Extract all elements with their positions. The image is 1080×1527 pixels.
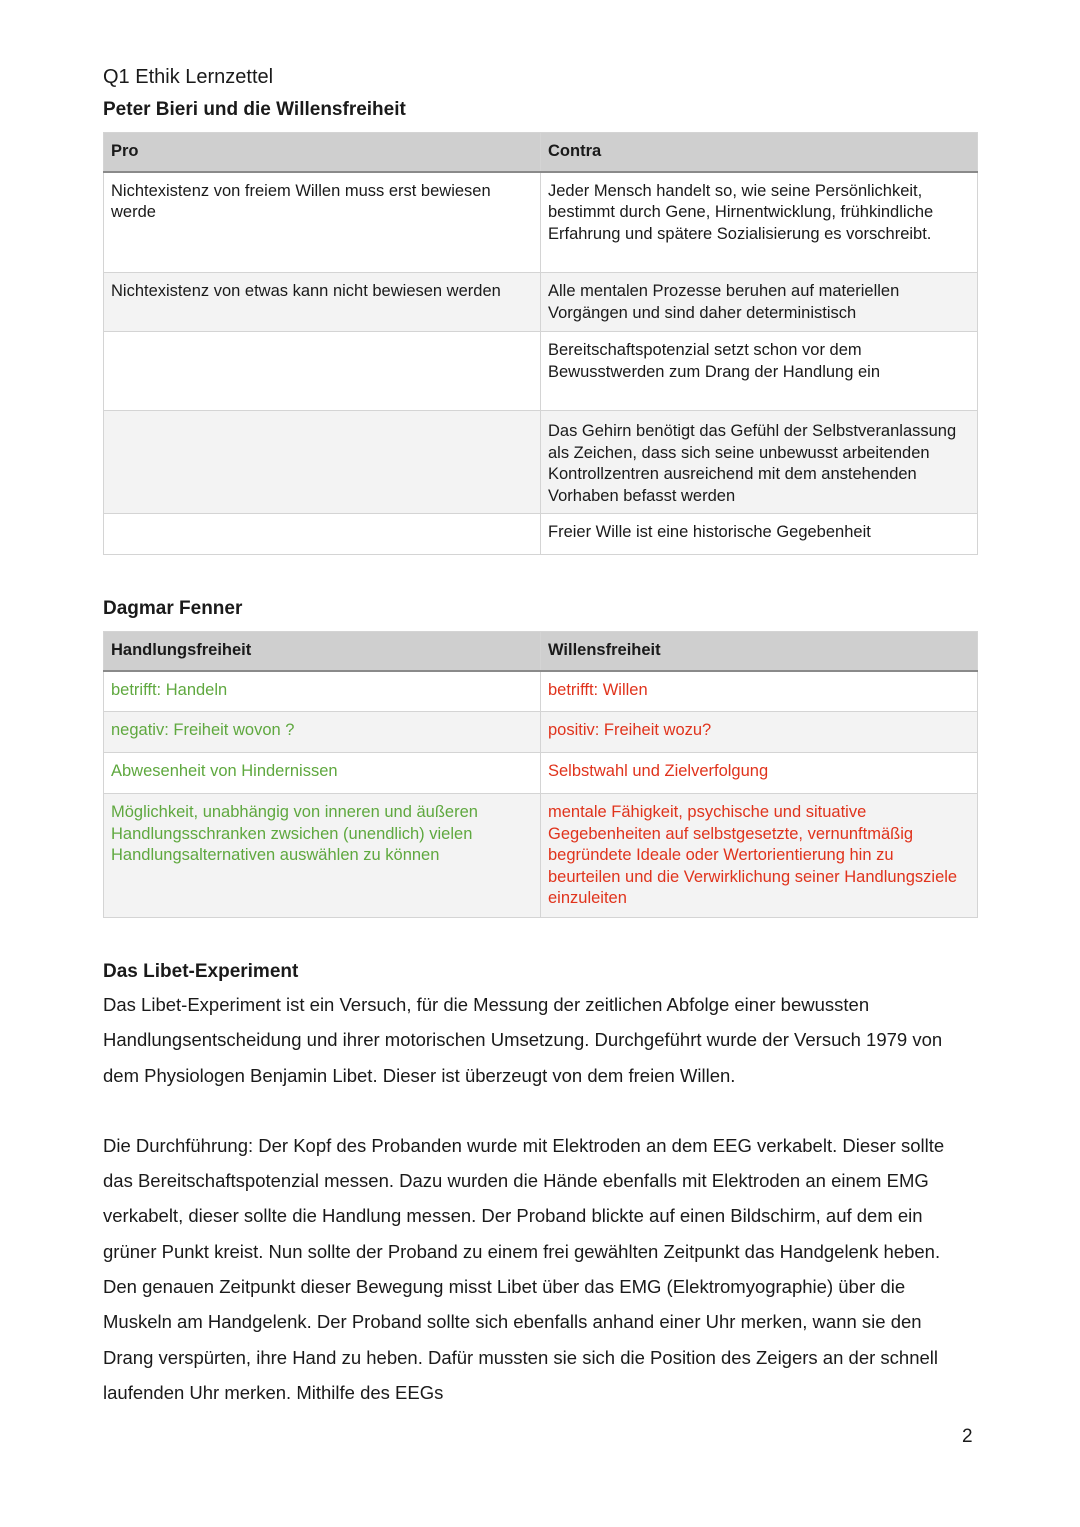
contra-cell: Jeder Mensch handelt so, wie seine Persönlichkeit, bestimmt durch Gene, Hirnentwicklung, frühkindliche Erfahrung und spätere Sozialisierung es vorschreibt. bbox=[541, 172, 978, 273]
libet-procedure-paragraph: Die Durchführung: Der Kopf des Probanden wurde mit Elektroden an dem EEG verkabelt. Dieser sollte das Bereitschaftspotenzial messen. Dazu wurden die Hände ebenfalls mit Elektroden an einem EMG verkabelt, dieser sollte die Handlung messen. Der Proband blickte auf einen Bildschirm, auf dem ein grüner Punkt kreist. Nun sollte der Proband zu einem frei gewählten Zeitpunkt das Handgelenk heben. Den genauen Zeitpunkt dieser Bewegung misst Libet über das EMG (Elektromyographie) über die Muskeln am Handgelenk. Der Proband sollte sich ebenfalls anhand einer Uhr merken, wann sie den Drang verspürten, ihre Hand zu heben. Dafür mussten sie sich die Position des Zeigers an der schnell laufenden Uhr merken. Mithilfe des EEGs bbox=[103, 1134, 945, 1403]
handlungsfreiheit-cell: Möglichkeit, unabhängig von inneren und äußeren Handlungsschranken zwsichen (unendlich) vielen Handlungsalternativen auswählen zu können bbox=[104, 794, 541, 918]
willensfreiheit-cell: mentale Fähigkeit, psychische und situative Gegebenheiten auf selbstgesetzte, vernunftmäßig begründete Ideale oder Wertorientierung hin zu beurteilen und die Verwirklichung seiner Handlungsziele einzuleiten bbox=[541, 794, 978, 918]
contra-header: Contra bbox=[541, 133, 978, 172]
pro-cell bbox=[104, 332, 541, 411]
table-row bbox=[104, 794, 978, 918]
pro-cell: Nichtexistenz von freiem Willen muss erst bewiesen werde bbox=[104, 172, 541, 273]
bieri-heading: Peter Bieri und die Willensfreiheit bbox=[103, 99, 406, 120]
bieri-header-row bbox=[104, 133, 978, 172]
handlungsfreiheit-cell: negativ: Freiheit wovon ? bbox=[104, 712, 541, 753]
handlungsfreiheit-header: Handlungsfreiheit bbox=[104, 632, 541, 671]
table-row bbox=[104, 671, 978, 712]
pro-cell: Nichtexistenz von etwas kann nicht bewiesen werden bbox=[104, 273, 541, 332]
document-page bbox=[103, 62, 977, 1410]
table-row bbox=[104, 332, 978, 411]
fenner-table bbox=[103, 631, 978, 918]
contra-cell: Alle mentalen Prozesse beruhen auf materiellen Vorgängen und sind daher deterministisch bbox=[541, 273, 978, 332]
pro-cell bbox=[104, 514, 541, 555]
bieri-table bbox=[103, 132, 978, 555]
willensfreiheit-header: Willensfreiheit bbox=[541, 632, 978, 671]
libet-heading: Das Libet-Experiment bbox=[103, 961, 299, 982]
table-row bbox=[104, 514, 978, 555]
willensfreiheit-cell: betrifft: Willen bbox=[541, 671, 978, 712]
table-row bbox=[104, 273, 978, 332]
pro-cell bbox=[104, 411, 541, 514]
libet-intro-paragraph: Das Libet-Experiment ist ein Versuch, für die Messung der zeitlichen Abfolge einer bewussten Handlungsentscheidung und ihrer motorischen Umsetzung. Durchgeführt wurde der Versuch 1979 von dem Physiologen Benjamin Libet. Dieser ist überzeugt von dem freien Willen. bbox=[103, 994, 943, 1086]
table-row bbox=[104, 753, 978, 794]
contra-cell: Bereitschaftspotenzial setzt schon vor dem Bewusstwerden zum Drang der Handlung ein bbox=[541, 332, 978, 411]
contra-cell: Das Gehirn benötigt das Gefühl der Selbstveranlassung als Zeichen, dass sich seine unbewusst arbeitenden Kontrollzentren ausreichend mit dem anstehenden Vorhaben befasst werden bbox=[541, 411, 978, 514]
table-row bbox=[104, 411, 978, 514]
contra-cell: Freier Wille ist eine historische Gegebenheit bbox=[541, 514, 978, 555]
handlungsfreiheit-cell: Abwesenheit von Hindernissen bbox=[104, 753, 541, 794]
fenner-heading: Dagmar Fenner bbox=[103, 598, 243, 619]
table-row bbox=[104, 712, 978, 753]
fenner-header-row bbox=[104, 632, 978, 671]
willensfreiheit-cell: positiv: Freiheit wozu? bbox=[541, 712, 978, 753]
handlungsfreiheit-cell: betrifft: Handeln bbox=[104, 671, 541, 712]
page-number: 2 bbox=[962, 1426, 973, 1447]
pro-header: Pro bbox=[104, 133, 541, 172]
table-row bbox=[104, 172, 978, 273]
document-title: Q1 Ethik Lernzettel bbox=[103, 66, 274, 88]
willensfreiheit-cell: Selbstwahl und Zielverfolgung bbox=[541, 753, 978, 794]
